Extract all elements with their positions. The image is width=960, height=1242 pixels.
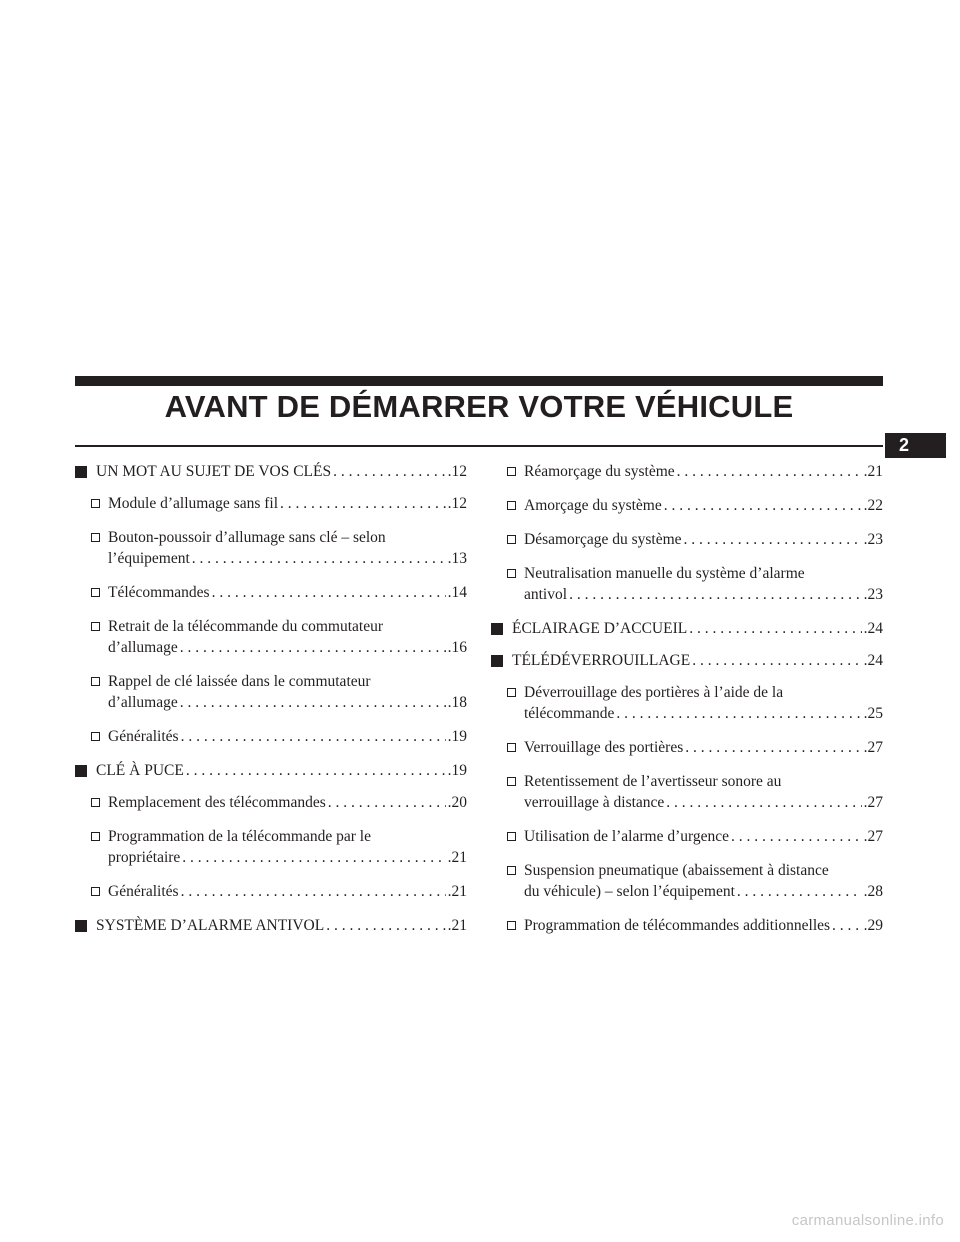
- toc-subsection-entry[interactable]: [491, 682, 883, 724]
- toc-subsection-entry[interactable]: [75, 792, 467, 813]
- toc-entry-label: Généralités: [108, 728, 179, 745]
- toc-subsection-entry[interactable]: [491, 461, 883, 482]
- toc-entry-label: CLÉ À PUCE: [96, 762, 184, 779]
- toc-entry-label: Programmation de télécommandes additionnelles: [524, 917, 831, 934]
- toc-section-entry[interactable]: [75, 461, 467, 482]
- toc-page-number: .21: [447, 849, 467, 866]
- toc-subsection-entry[interactable]: [491, 495, 883, 516]
- toc-subsection-entry[interactable]: [75, 493, 467, 514]
- hollow-square-bullet-icon: [91, 622, 100, 631]
- chapter-number-tab[interactable]: 2: [885, 433, 946, 458]
- toc-entry-label: SYSTÈME D’ALARME ANTIVOL: [96, 917, 325, 934]
- hollow-square-bullet-icon: [507, 832, 516, 841]
- filled-square-bullet-icon: [75, 466, 87, 478]
- toc-subsection-entry[interactable]: [491, 771, 883, 813]
- dot-leader: [180, 692, 446, 713]
- toc-subsection-entry[interactable]: [491, 737, 883, 758]
- hollow-square-bullet-icon: [507, 777, 516, 786]
- toc-entry-label: Retentissement de l’avertisseur sonore au: [524, 773, 782, 790]
- toc-subsection-entry[interactable]: [75, 881, 467, 902]
- toc-entry-label: d’allumage: [108, 694, 178, 711]
- toc-page-number: .19: [447, 728, 467, 745]
- toc-page-number: .21: [447, 917, 467, 934]
- toc-page-number: .22: [863, 497, 883, 514]
- toc-entry-label: propriétaire: [108, 849, 181, 866]
- toc-page-number: .27: [863, 828, 883, 845]
- hollow-square-bullet-icon: [91, 887, 100, 896]
- toc-entry-label: Généralités: [108, 883, 179, 900]
- toc-page-number: .12: [447, 495, 467, 512]
- hollow-square-bullet-icon: [91, 499, 100, 508]
- toc-page-number: .23: [863, 531, 883, 548]
- filled-square-bullet-icon: [491, 623, 503, 635]
- toc-page-number: .23: [863, 586, 883, 603]
- dot-leader: [689, 618, 861, 639]
- toc-page-number: .20: [447, 794, 467, 811]
- dot-leader: [181, 881, 446, 902]
- dot-leader: [212, 582, 446, 603]
- toc-entry-label: verrouillage à distance: [524, 794, 665, 811]
- toc-entry-label: TÉLÉDÉVERROUILLAGE: [512, 652, 691, 669]
- hollow-square-bullet-icon: [507, 569, 516, 578]
- dot-leader: [692, 650, 861, 671]
- dot-leader: [737, 881, 862, 902]
- toc-entry-label: l’équipement: [108, 550, 190, 567]
- toc-page-number: .19: [447, 762, 467, 779]
- dot-leader: [731, 826, 862, 847]
- header-top-rule: [75, 376, 883, 386]
- hollow-square-bullet-icon: [91, 832, 100, 841]
- toc-page-number: .14: [447, 584, 467, 601]
- toc-subsection-entry[interactable]: [491, 529, 883, 550]
- toc-page-number: .21: [863, 463, 883, 480]
- toc-subsection-entry[interactable]: [75, 726, 467, 747]
- toc-entry-label: Amorçage du système: [524, 497, 662, 514]
- toc-entry-label: ÉCLAIRAGE D’ACCUEIL: [512, 620, 688, 637]
- toc-entry-label: Programmation de la télécommande par le: [108, 828, 371, 845]
- toc-subsection-entry[interactable]: [491, 563, 883, 605]
- dot-leader: [192, 548, 446, 569]
- toc-entry-label: Rappel de clé laissée dans le commutateur: [108, 673, 371, 690]
- toc-entry-label: Réamorçage du système: [524, 463, 675, 480]
- toc-entry-label: Retrait de la télécommande du commutateur: [108, 618, 384, 635]
- toc-entry-label: télécommande: [524, 705, 615, 722]
- dot-leader: [832, 915, 862, 936]
- header-bottom-rule: [75, 445, 883, 447]
- dot-leader: [666, 792, 861, 813]
- toc-page-number: .27: [863, 794, 883, 811]
- hollow-square-bullet-icon: [507, 866, 516, 875]
- toc-page-number: .24: [863, 620, 883, 637]
- toc-section-entry[interactable]: [75, 760, 467, 781]
- dot-leader: [684, 529, 862, 550]
- toc-page-number: .25: [863, 705, 883, 722]
- toc-page-number: .29: [863, 917, 883, 934]
- toc-entry-label: Suspension pneumatique (abaissement à distance: [524, 862, 829, 879]
- dot-leader: [186, 760, 446, 781]
- dot-leader: [328, 792, 446, 813]
- dot-leader: [685, 737, 861, 758]
- toc-subsection-entry[interactable]: [75, 671, 467, 713]
- toc-subsection-entry[interactable]: [491, 860, 883, 902]
- toc-entry-label: d’allumage: [108, 639, 178, 656]
- hollow-square-bullet-icon: [507, 535, 516, 544]
- toc-page-number: .13: [447, 550, 467, 567]
- toc-subsection-entry[interactable]: [75, 527, 467, 569]
- dot-leader: [333, 461, 446, 482]
- toc-page-number: .28: [863, 883, 883, 900]
- hollow-square-bullet-icon: [507, 467, 516, 476]
- hollow-square-bullet-icon: [507, 688, 516, 697]
- filled-square-bullet-icon: [75, 920, 87, 932]
- toc-entry-label: Remplacement des télécommandes: [108, 794, 326, 811]
- toc-right-column: [491, 461, 883, 949]
- hollow-square-bullet-icon: [91, 732, 100, 741]
- toc-entry-label: Neutralisation manuelle du système d’alarme: [524, 565, 805, 582]
- dot-leader: [181, 726, 446, 747]
- toc-page-number: .16: [447, 639, 467, 656]
- toc-entry-label: Verrouillage des portières: [524, 739, 684, 756]
- watermark: carmanualsonline.info: [791, 1212, 944, 1229]
- hollow-square-bullet-icon: [91, 588, 100, 597]
- toc-page-number: .21: [447, 883, 467, 900]
- toc-section-entry[interactable]: [491, 618, 883, 639]
- hollow-square-bullet-icon: [91, 798, 100, 807]
- chapter-title: AVANT DE DÉMARRER VOTRE VÉHICULE: [164, 389, 794, 424]
- dot-leader: [326, 915, 445, 936]
- dot-leader: [180, 637, 446, 658]
- hollow-square-bullet-icon: [507, 921, 516, 930]
- toc-entry-label: Utilisation de l’alarme d’urgence: [524, 828, 730, 845]
- hollow-square-bullet-icon: [507, 501, 516, 510]
- toc-left-column: [75, 461, 467, 947]
- toc-subsection-entry[interactable]: [75, 616, 467, 658]
- toc-entry-label: UN MOT AU SUJET DE VOS CLÉS: [96, 463, 332, 480]
- toc-entry-label: Bouton-poussoir d’allumage sans clé – selon: [108, 529, 386, 546]
- dot-leader: [616, 703, 861, 724]
- toc-entry-label: Télécommandes: [108, 584, 210, 601]
- toc-subsection-entry[interactable]: [491, 915, 883, 936]
- dot-leader: [664, 495, 862, 516]
- toc-page-number: .18: [447, 694, 467, 711]
- toc-page-number: .24: [863, 652, 883, 669]
- toc-page-number: .27: [863, 739, 883, 756]
- toc-page-number: .12: [447, 463, 467, 480]
- toc-section-entry[interactable]: [75, 915, 467, 936]
- toc-entry-label: Module d’allumage sans fil: [108, 495, 279, 512]
- toc-entry-label: antivol: [524, 586, 568, 603]
- dot-leader: [677, 461, 862, 482]
- toc-entry-label: Désamorçage du système: [524, 531, 682, 548]
- filled-square-bullet-icon: [75, 765, 87, 777]
- dot-leader: [182, 847, 445, 868]
- toc-subsection-entry[interactable]: [491, 826, 883, 847]
- hollow-square-bullet-icon: [91, 533, 100, 542]
- hollow-square-bullet-icon: [91, 677, 100, 686]
- hollow-square-bullet-icon: [507, 743, 516, 752]
- dot-leader: [280, 493, 446, 514]
- toc-subsection-entry[interactable]: [75, 582, 467, 603]
- dot-leader: [569, 584, 862, 605]
- toc-subsection-entry[interactable]: [75, 826, 467, 868]
- toc-entry-label: du véhicule) – selon l’équipement: [524, 883, 735, 900]
- toc-entry-label: Déverrouillage des portières à l’aide de la: [524, 684, 784, 701]
- filled-square-bullet-icon: [491, 655, 503, 667]
- toc-section-entry[interactable]: [491, 650, 883, 671]
